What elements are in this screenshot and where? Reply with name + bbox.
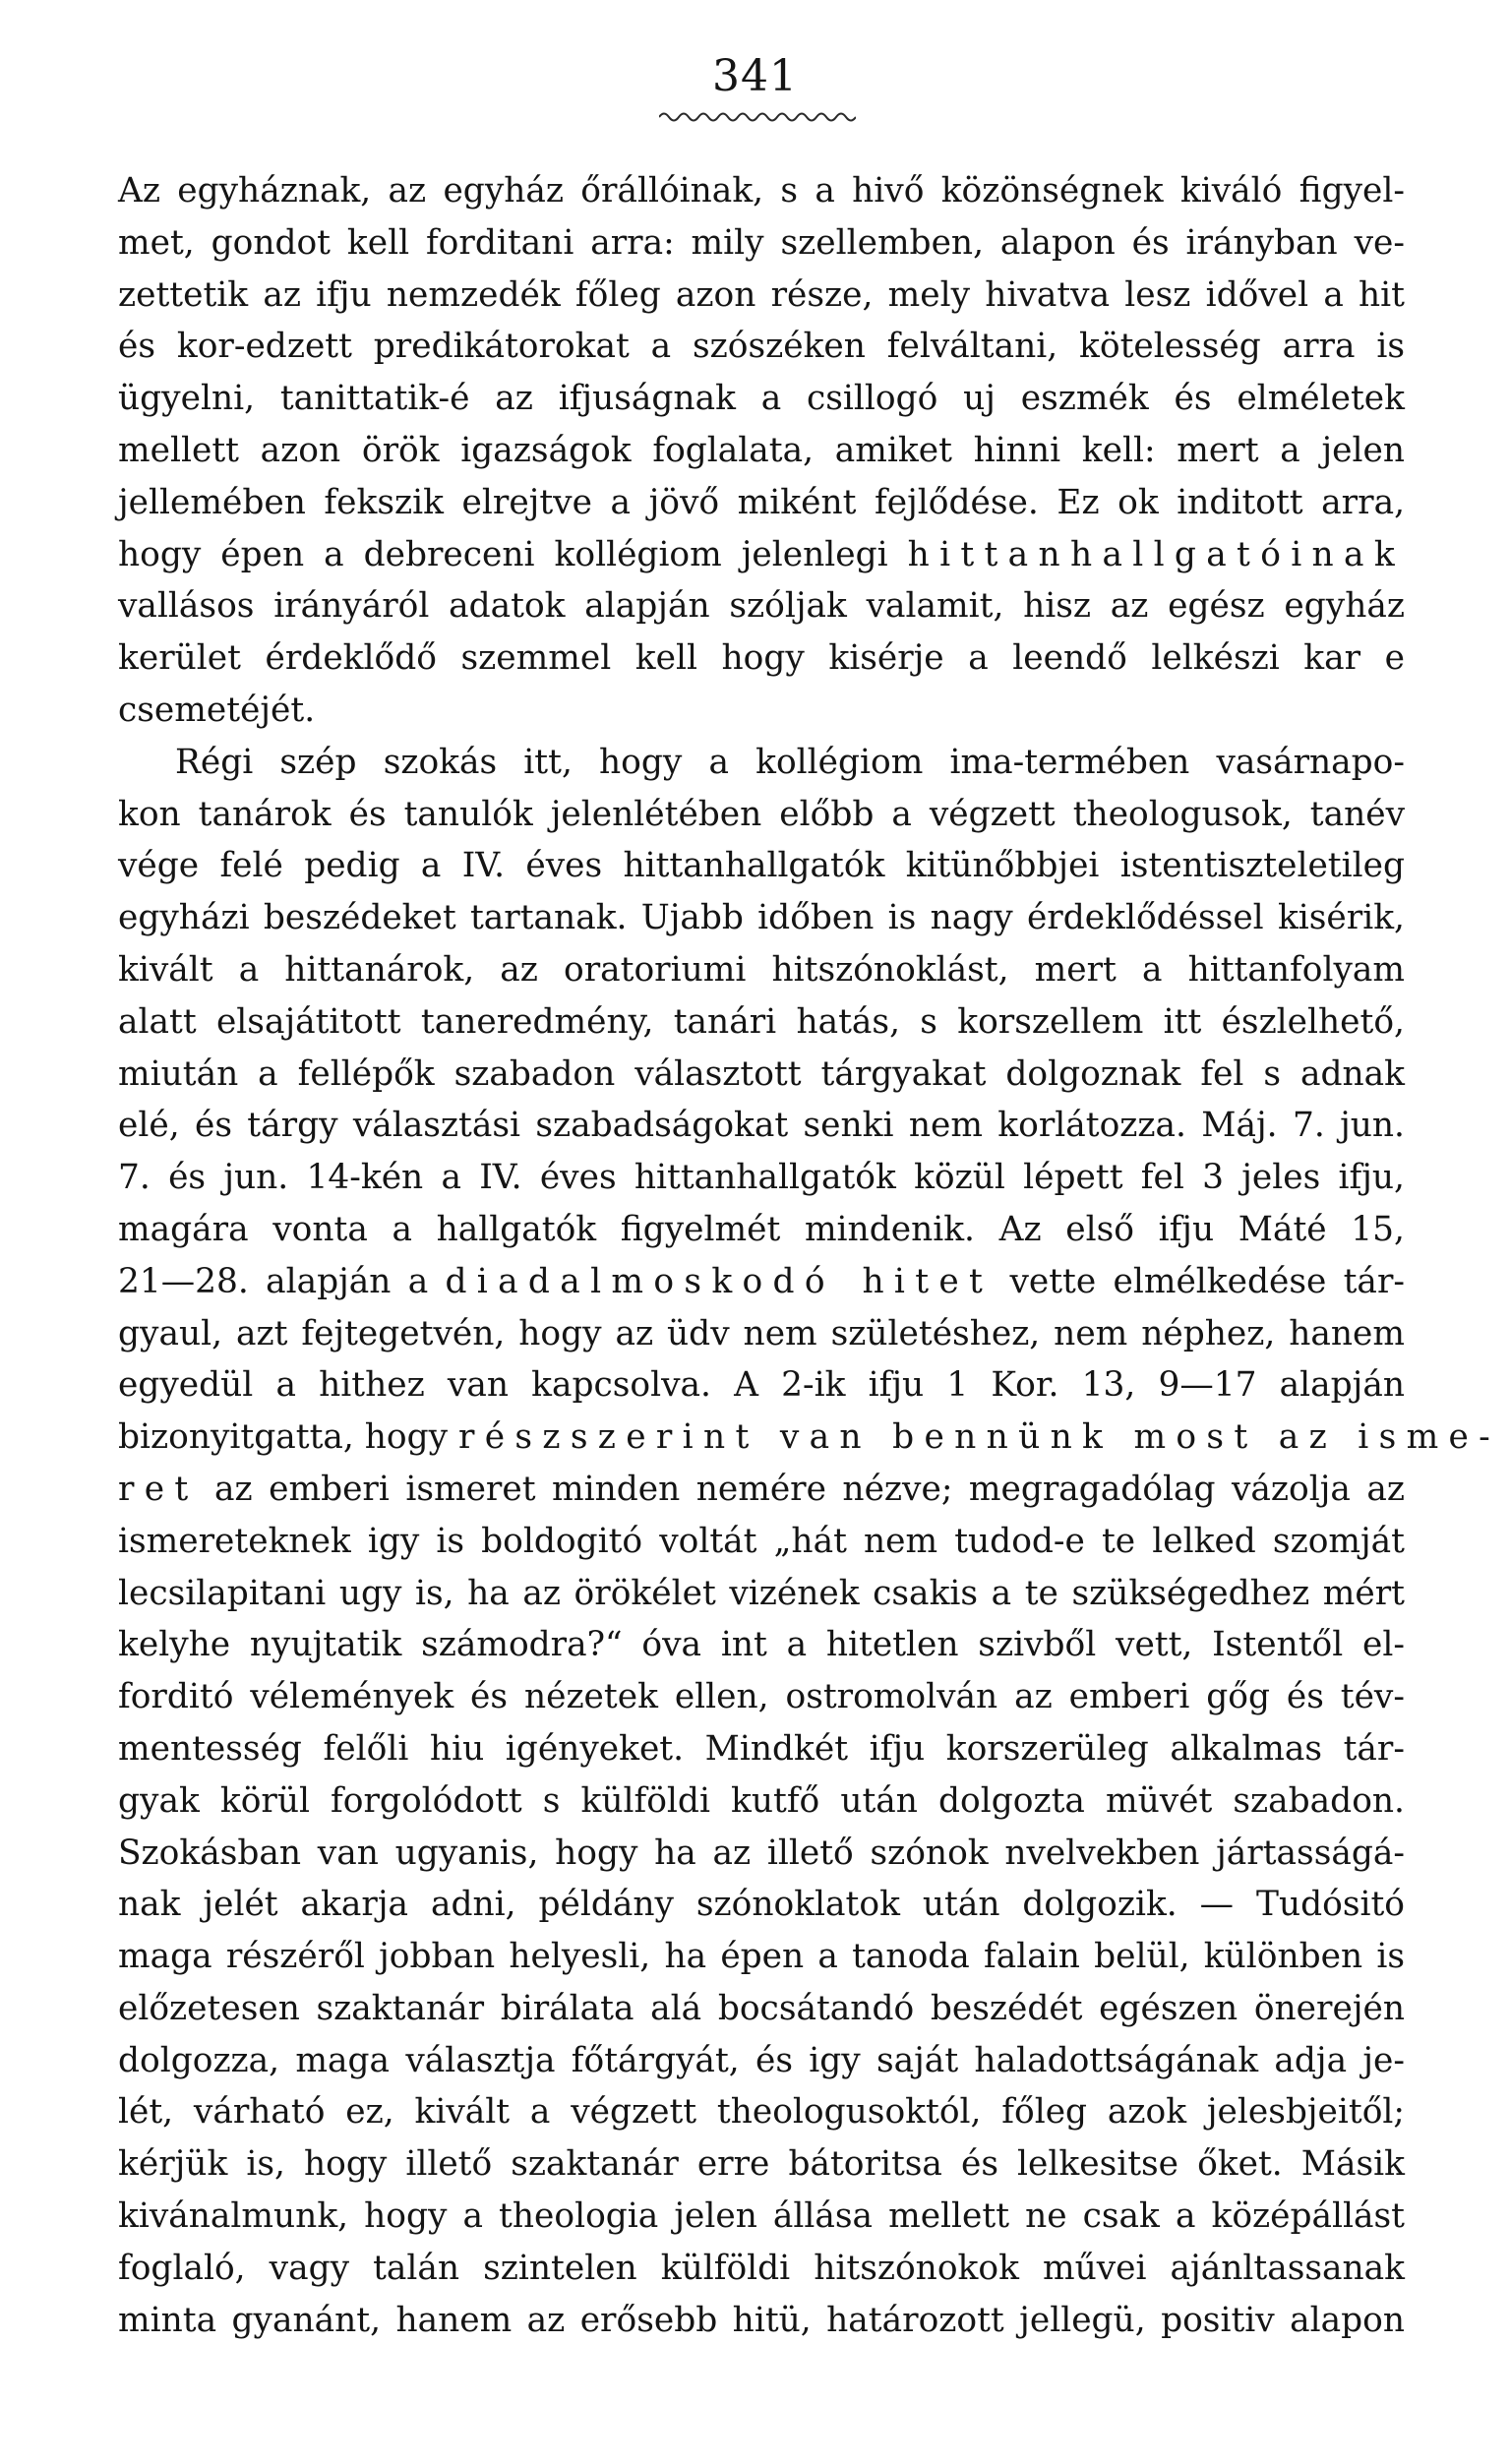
spaced-emphasis: részszerint van bennünk most az isme- <box>458 1417 1501 1458</box>
text-line: ismereteknek igy is boldogitó voltát „hát nem tudod-e te lelked szomját <box>118 1521 1405 1561</box>
text-line: elé, és tárgy választási szabadságokat senki nem korlátozza. Máj. 7. jun. <box>118 1106 1405 1146</box>
text-line: lét, várható ez, kivált a végzett theologusoktól, főleg azok jelesbjeitől; <box>118 2092 1405 2133</box>
text-line: kérjük is, hogy illető szaktanár erre bátoritsa és lelkesitse őket. Másik <box>118 2144 1405 2185</box>
wavy-ornament <box>659 110 856 124</box>
text-line: kivált a hittanárok, az oratoriumi hitszónoklást, mert a hittanfolyam <box>118 949 1405 990</box>
text-line: Szokásban van ugyanis, hogy ha az illető szónok nvelvekben jártasságá- <box>118 1833 1405 1873</box>
text-line: kon tanárok és tanulók jelenlétében előbb a végzett theologusok, tanév <box>118 794 1405 834</box>
text-line: előzetesen szaktanár birálata alá bocsátandó beszédét egészen önerején <box>118 1988 1405 2028</box>
text-line: mellett azon örök igazságok foglalata, amiket hinni kell: mert a jelen <box>118 430 1405 470</box>
spaced-emphasis: hittanhallgatóinak <box>907 534 1405 574</box>
text-line: kivánalmunk, hogy a theologia jelen állása mellett ne csak a középállást <box>118 2196 1405 2237</box>
spaced-emphasis: ret <box>118 1469 199 1509</box>
text-line: maga részéről jobban helyesli, ha épen a tanoda falain belül, különben is <box>118 1937 1405 1977</box>
text-line: ret az emberi ismeret minden nemére nézve; megragadólag vázolja az <box>118 1469 1405 1509</box>
text-line: és kor-edzett predikátorokat a szószéken felváltani, kötelesség arra is <box>118 327 1405 367</box>
text-line: zettetik az ifju nemzedék főleg azon része, mely hivatva lesz idővel a hit <box>118 274 1405 315</box>
text-line: 21—28. alapján a diadalmoskodó hitet vette elmélkedése tár- <box>118 1261 1405 1301</box>
text-line: miután a fellépők szabadon választott tárgyakat dolgoznak fel s adnak <box>118 1053 1405 1094</box>
body-text <box>118 165 1501 2346</box>
text-line: alatt elsajátitott taneredmény, tanári hatás, s korszellem itt észlelhető, <box>118 1001 1405 1042</box>
text-line: vége felé pedig a IV. éves hittanhallgatók kitünőbbjei istentiszteletileg <box>118 846 1405 886</box>
text-line: vallásos irányáról adatok alapján szóljak valamit, hisz az egész egyház <box>118 586 1405 627</box>
text-line: forditó vélemények és nézetek ellen, ostromolván az emberi gőg és tév- <box>118 1677 1405 1717</box>
text-line: jellemében fekszik elrejtve a jövő miként fejlődése. Ez ok inditott arra, <box>118 482 1405 522</box>
text-line: hogy épen a debreceni kollégiom jelenlegi hittanhallgatóinak <box>118 534 1405 574</box>
text-line: 7. és jun. 14-kén a IV. éves hittanhallgatók közül lépett fel 3 jeles ifju, <box>118 1158 1405 1198</box>
text-line: lecsilapitani ugy is, ha az örökélet vizének csakis a te szükségedhez mért <box>118 1573 1405 1613</box>
text-line: foglaló, vagy talán szintelen külföldi hitszónokok művei ajánltassanak <box>118 2248 1405 2288</box>
text-line: csemetéjét. <box>118 690 316 730</box>
text-line: egyedül a hithez van kapcsolva. A 2-ik ifju 1 Kor. 13, 9—17 alapján <box>118 1365 1405 1406</box>
text-line: Az egyháznak, az egyház őrállóinak, s a hivő közönségnek kiváló figyel- <box>118 171 1405 210</box>
text-line: met, gondot kell forditani arra: mily szellemben, alapon és irányban ve- <box>118 222 1405 263</box>
text-line: kelyhe nyujtatik számodra?“ óva int a hitetlen szivből vett, Istentől el- <box>118 1625 1405 1665</box>
text-line: mentesség felőli hiu igényeket. Mindkét ifju korszerüleg alkalmas tár- <box>118 1728 1405 1769</box>
text-line: Régi szép szokás itt, hogy a kollégiom ima-termében vasárnapo- <box>175 742 1405 782</box>
text-line: gyak körül forgolódott s külföldi kutfő után dolgozta müvét szabadon. <box>118 1780 1405 1821</box>
text-line: egyházi beszédeket tartanak. Ujabb időben is nagy érdeklődéssel kisérik, <box>118 898 1405 938</box>
text-line: bizonyitgatta, hogy részszerint van bennünk most az isme- <box>118 1417 1501 1458</box>
text-line: minta gyanánt, hanem az erősebb hitü, határozott jellegü, positiv alapon <box>118 2300 1405 2340</box>
text-line: ügyelni, tanittatik-é az ifjuságnak a csillogó uj eszmék és elméletek <box>118 379 1405 419</box>
text-line: kerület érdeklődő szemmel kell hogy kisérje a leendő lelkészi kar e <box>118 638 1405 679</box>
spaced-emphasis: diadalmoskodó hitet <box>445 1261 994 1301</box>
text-line: dolgozza, maga választja főtárgyát, és igy saját haladottságának adja je- <box>118 2040 1405 2080</box>
page-number: 341 <box>712 51 798 101</box>
text-line: magára vonta a hallgatók figyelmét mindenik. Az első ifju Máté 15, <box>118 1209 1405 1249</box>
text-line: nak jelét akarja adni, példány szónoklatok után dolgozik. — Tudósitó <box>118 1885 1405 1925</box>
text-line: gyaul, azt fejtegetvén, hogy az üdv nem születéshez, nem néphez, hanem <box>118 1313 1405 1353</box>
